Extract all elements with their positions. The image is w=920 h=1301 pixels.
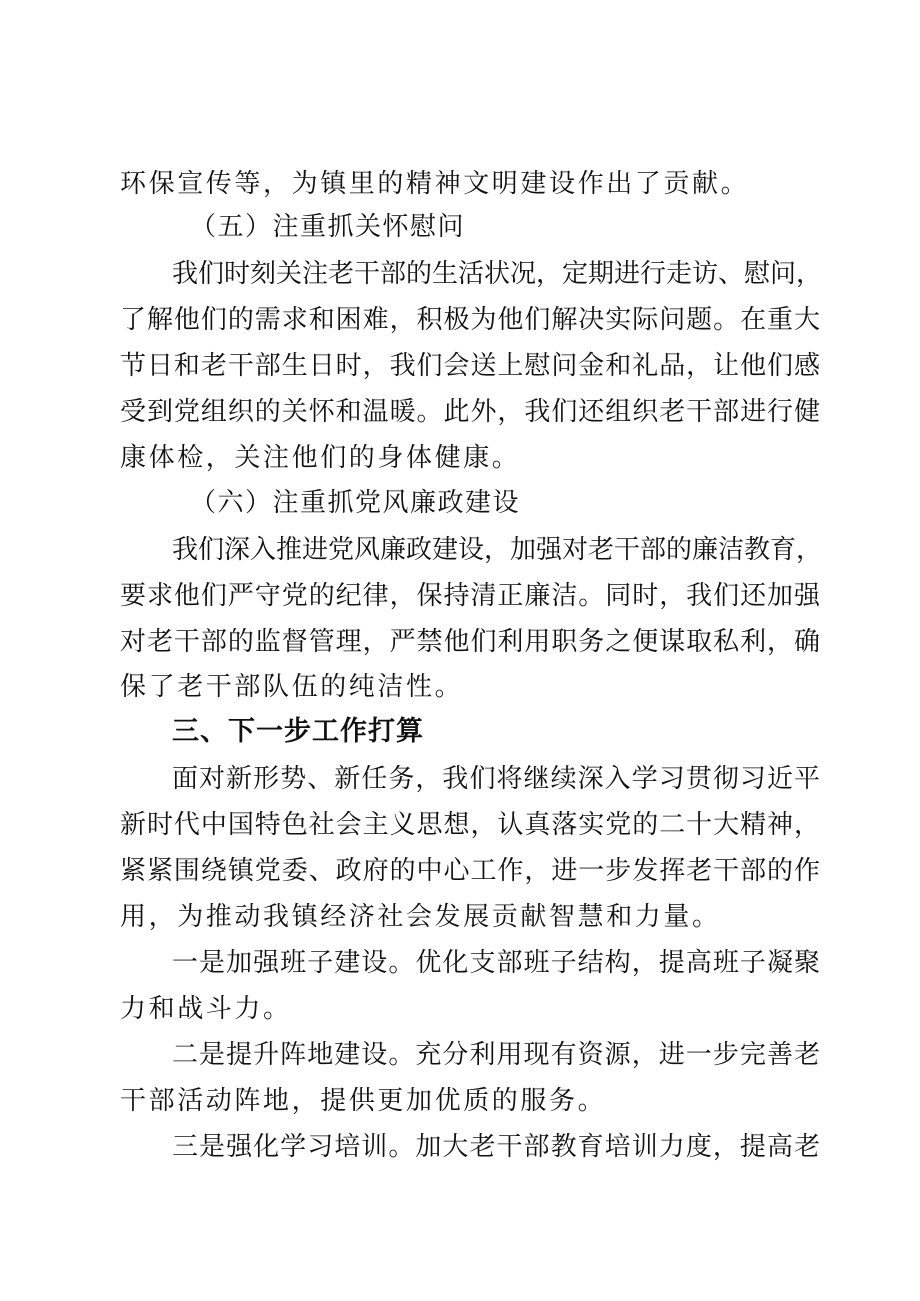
- paragraph-line: 一是加强班子建设。优化支部班子结构，提高班子凝聚: [172, 948, 820, 978]
- paragraph-line: 康体检，关注他们的身体健康。: [120, 443, 521, 473]
- paragraph-line: 了解他们的需求和困难，积极为他们解决实际问题。在重大: [120, 305, 820, 335]
- paragraph-line: 用，为推动我镇经济社会发展贡献智慧和力量。: [120, 902, 721, 932]
- paragraph-line: 干部活动阵地，提供更加优质的服务。: [120, 1086, 607, 1116]
- paragraph-line: 保了老干部队伍的纯洁性。: [120, 672, 464, 702]
- paragraph-line: 受到党组织的关怀和温暖。此外，我们还组织老干部进行健: [120, 397, 820, 427]
- paragraph-line: 力和战斗力。: [120, 994, 292, 1024]
- paragraph-line: 节日和老干部生日时，我们会送上慰问金和礼品，让他们感: [120, 351, 820, 381]
- paragraph-line: 对老干部的监督管理，严禁他们利用职务之便谋取私利，确: [120, 627, 820, 657]
- section-heading-6: （六）注重抓党风廉政建设: [190, 488, 521, 518]
- paragraph-line: 要求他们严守党的纪律，保持清正廉洁。同时，我们还加强: [120, 581, 820, 611]
- chapter-heading-3: 三、下一步工作打算: [172, 716, 424, 747]
- paragraph-line: 紧紧围绕镇党委、政府的中心工作，进一步发挥老干部的作: [120, 856, 820, 886]
- paragraph-line: 新时代中国特色社会主义思想，认真落实党的二十大精神，: [120, 810, 820, 840]
- paragraph-line: 我们时刻关注老干部的生活状况，定期进行走访、慰问，: [172, 259, 823, 289]
- paragraph-line: 面对新形势、新任务，我们将继续深入学习贯彻习近平: [172, 764, 820, 794]
- paragraph-line: 我们深入推进党风廉政建设，加强对老干部的廉洁教育，: [172, 535, 823, 565]
- paragraph-line: 三是强化学习培训。加大老干部教育培训力度，提高老: [172, 1132, 820, 1162]
- paragraph-line: 环保宣传等，为镇里的精神文明建设作出了贡献。: [120, 169, 750, 199]
- paragraph-line: 二是提升阵地建设。充分利用现有资源，进一步完善老: [172, 1040, 820, 1070]
- section-heading-5: （五）注重抓关怀慰问: [190, 212, 466, 242]
